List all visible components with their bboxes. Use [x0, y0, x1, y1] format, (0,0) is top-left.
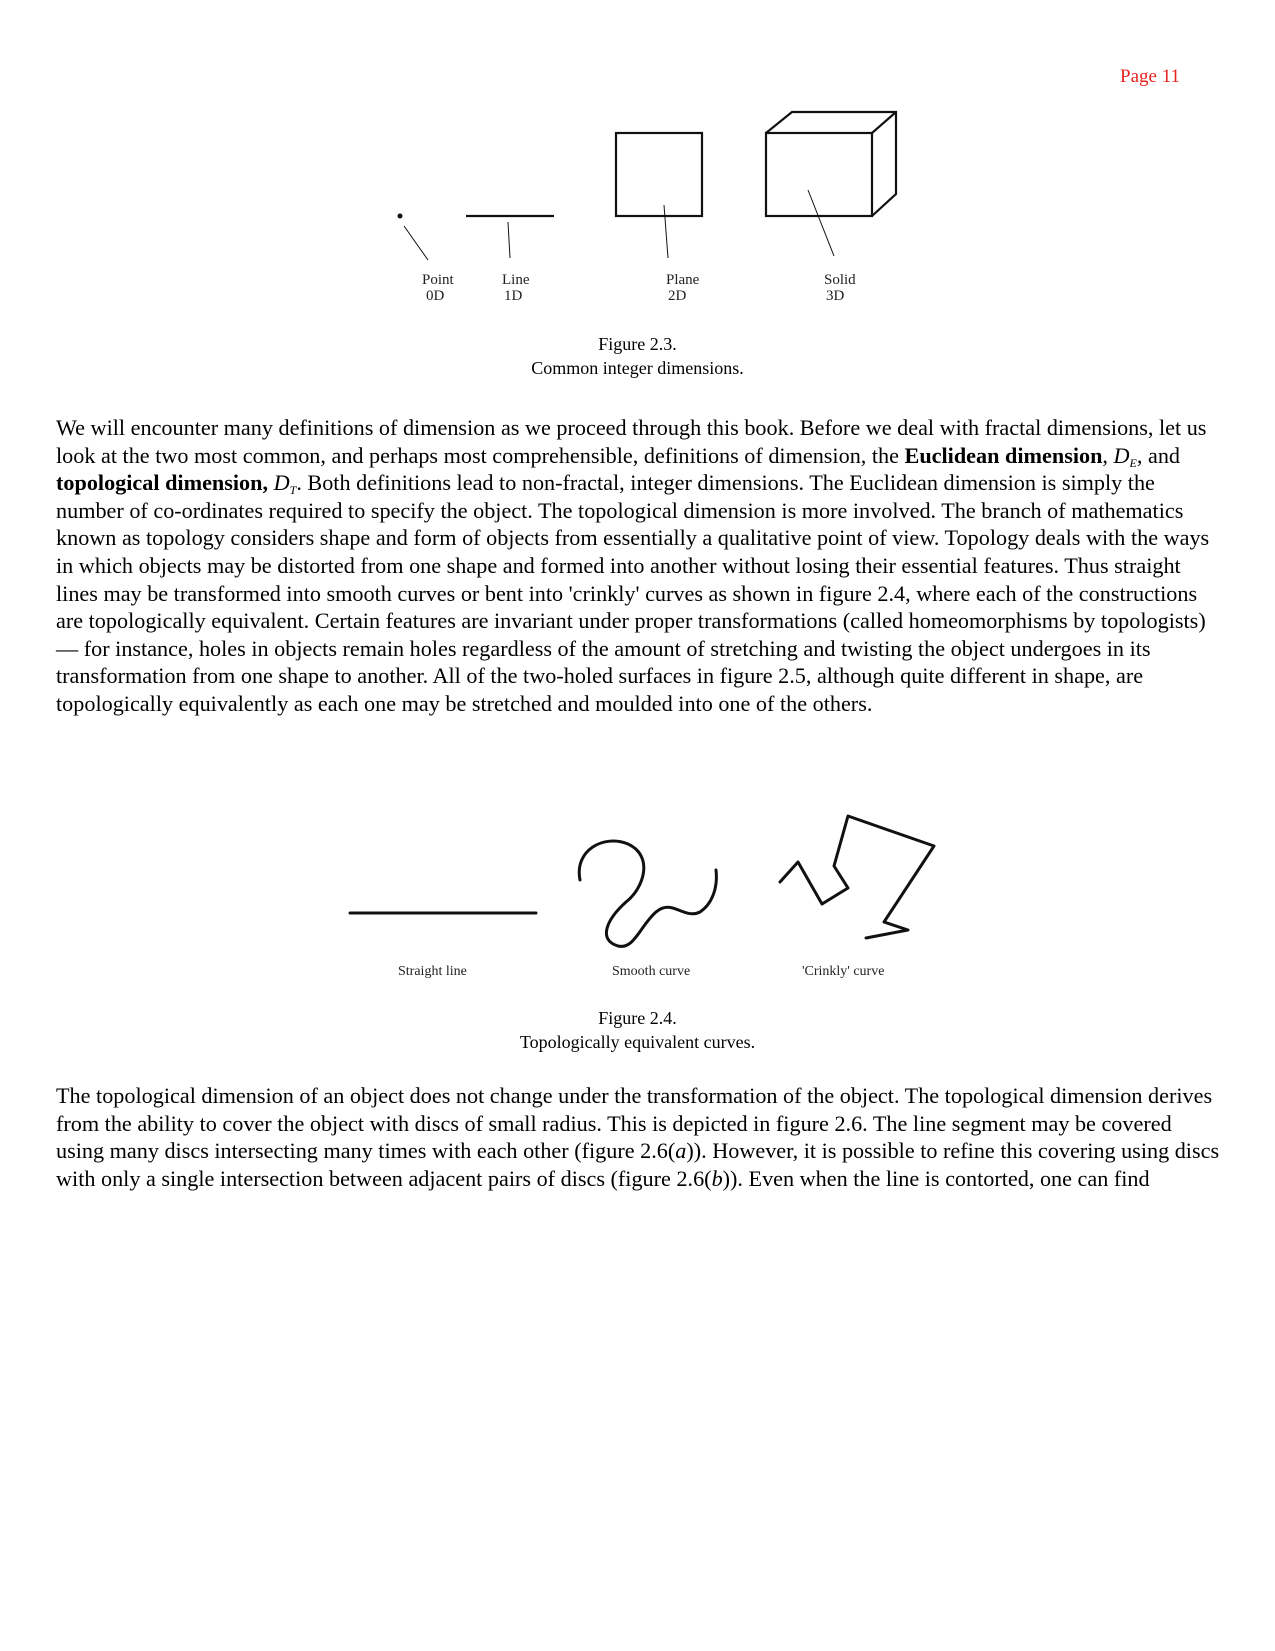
straight-line-label: Straight line	[397, 964, 467, 979]
crinkly-curve-label: 'Crinkly' curve	[801, 964, 884, 979]
figure-2-4-caption: Topologically equivalent curves.	[519, 1032, 756, 1052]
solid-dim-label: 3D	[825, 288, 844, 304]
smooth-curve-label: Smooth curve	[611, 964, 690, 979]
point-dim-label: 0D	[425, 288, 444, 304]
line-dim-label: 1D	[503, 288, 522, 304]
figure-2-3	[0, 100, 1275, 380]
figure-2-3-number: Figure 2.3.	[598, 334, 677, 354]
plane-label: Plane	[665, 272, 699, 288]
solid-shape	[766, 112, 896, 216]
figure-2-4	[0, 800, 1275, 1054]
integer-dimensions-diagram	[368, 100, 908, 310]
figure-2-4-number: Figure 2.4.	[598, 1008, 677, 1028]
paragraph-dimensions-intro: We will encounter many definitions of dimension as we proceed through this book. Before we deal with fractal dimensions, let us look at the two most common, and perhaps most comprehensible, definitions of dimension, the Euclidean dimension, $D_E$, and topological dimension, $D_T$. Both definitions lead to non-fractal, integer dimensions. The Euclidean dimension is simply the number of co-ordinates required to specify the object. The topological dimension is more involved. The branch of mathematics known as topology considers shape and form of objects from essentially a qualitative point of view. Topology deals with the ways in which objects may be distorted from one shape and formed into another without losing their essential features. Thus straight lines may be transformed into smooth curves or bent into 'crinkly' curves as shown in figure 2.4, where each of the constructions are topologically equivalent. Certain features are invariant under proper transformations (called homeomorphisms by topologists)— for instance, holes in objects remain holes regardless of the amount of stretching and twisting the object undergoes in its transformation from one shape to another. All of the two-holed surfaces in figure 2.5, although quite different in shape, are topologically equivalently as each one may be stretched and moulded into one of the others.	[56, 415, 1210, 716]
page-number: Page 11	[1120, 66, 1180, 87]
figure-2-3-caption: Common integer dimensions.	[531, 358, 744, 378]
plane-dim-label: 2D	[667, 288, 686, 304]
line-pointer	[508, 222, 510, 258]
plane-shape	[616, 133, 702, 216]
point-label: Point	[421, 272, 454, 288]
crinkly-curve-shape	[780, 816, 934, 938]
term-topological-dimension: topological dimension,	[56, 470, 269, 496]
smooth-curve-shape	[579, 841, 716, 946]
solid-pointer	[808, 190, 834, 256]
topologically-equivalent-curves-diagram	[328, 800, 948, 990]
line-label: Line	[501, 272, 529, 288]
term-euclidean-dimension: Euclidean dimension	[904, 442, 1103, 468]
paragraph-topological-dimension: The topological dimension of an object does not change under the transformation of the object. The topological dimension derives from the ability to cover the object with discs of small radius. This is depicted in figure 2.6. The line segment may be covered using many discs intersecting many times with each other (figure 2.6(a)). However, it is possible to refine this covering using discs with only a single intersection between adjacent pairs of discs (figure 2.6(b)). Even when the line is contorted, one can find	[56, 1083, 1220, 1191]
plane-pointer	[664, 205, 668, 258]
point-pointer	[404, 226, 428, 260]
solid-label: Solid	[823, 272, 856, 288]
point-shape	[397, 214, 402, 219]
